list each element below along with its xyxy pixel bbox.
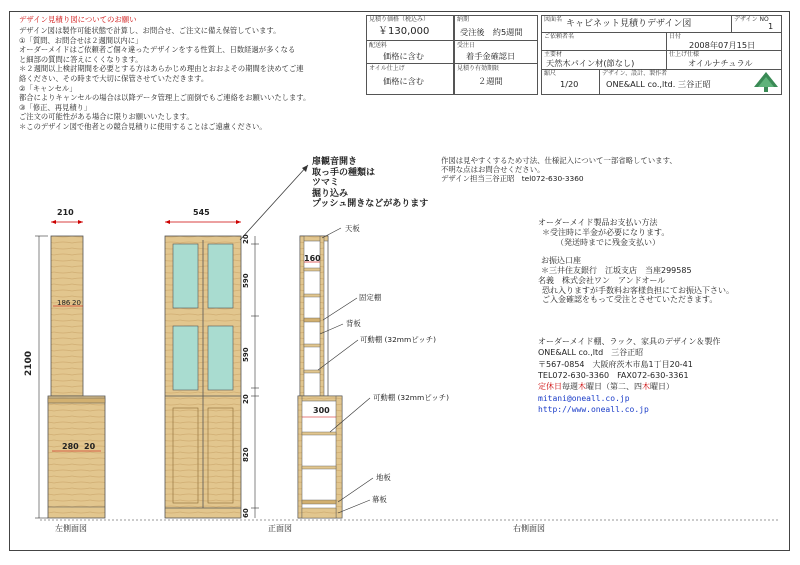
order-label: 受注日 <box>457 42 476 49</box>
bank-line: ご入金確認をもって受注とさせていただきます。 <box>542 295 718 304</box>
front-view <box>165 220 259 518</box>
dim-side-base2: 20 <box>84 442 96 451</box>
company-address: 〒567-0854 大阪府茨木市島1丁目20-41 <box>538 360 693 369</box>
lead-label: 納期 <box>457 16 470 23</box>
left-upper-panel <box>51 236 83 396</box>
dim-height: 2100 <box>24 350 34 376</box>
material-label: 主要材 <box>544 51 563 58</box>
maker-value: ONE&ALL co.,ltd. 三谷正昭 <box>606 79 711 89</box>
glass-panel <box>173 326 198 390</box>
bank-line: ＊三井住友銀行 江坂支店 当座299585 <box>541 266 692 275</box>
material-value: 天然木パイン材(節なし) <box>546 58 635 68</box>
part-adjustable-shelf-lower: 可動棚 (32mmピッチ) <box>373 393 449 402</box>
part-back-board: 背板 <box>346 319 361 328</box>
door-callout-line: 取っ手の種類は <box>312 167 376 178</box>
bank-title: お振込口座 <box>541 256 581 265</box>
company-holiday: 定休日毎週木曜日（第二、四木曜日） <box>538 382 674 391</box>
oil-value: 価格に含む <box>383 76 424 86</box>
dim-side-width: 210 <box>57 208 74 217</box>
dim-v6: 60 <box>242 508 250 518</box>
dim-v5: 820 <box>242 447 250 462</box>
finish-value: オイルナチュラル <box>688 58 753 68</box>
notes-line: オーダーメイドはご依頼者ご個々違ったデザインをする性質上、日数経過が多くなる <box>19 45 296 55</box>
price-value: ￥130,000 <box>378 26 430 37</box>
bank-line: 恐れ入りますが手数料お客様負担にてお振込下さい。 <box>542 286 734 295</box>
door-callout-line: 扉観音開き <box>312 157 358 167</box>
maker-label: デザイン、設計、製作者 <box>602 70 668 77</box>
drawing-note-line: デザイン担当三谷正昭 tel072-630-3360 <box>441 174 584 183</box>
dim-side-inner: 186 <box>57 299 71 307</box>
right-view-label: 右側面図 <box>513 524 545 533</box>
validity-value: ２週間 <box>478 76 503 86</box>
payment-line: ＊受注時に半金が必要になります。 <box>542 228 670 237</box>
dim-right-mid: 300 <box>313 406 330 415</box>
dim-v2: 590 <box>242 273 250 288</box>
glass-panel <box>208 326 233 390</box>
payment-title: オーダーメイド製品お支払い方法 <box>538 218 658 227</box>
door-callout-line: プッシュ開きなどがあります <box>312 199 429 209</box>
notes-line: ＊このデザイン図で他者との競合見積りに使用することはご遠慮ください。 <box>19 121 267 131</box>
door-callout-leader <box>240 165 308 240</box>
left-view-label: 左側面図 <box>55 524 87 533</box>
left-side-view <box>35 220 105 518</box>
oil-label: オイル仕上げ <box>369 65 405 72</box>
validity-label: 見積り有効期限 <box>457 65 500 72</box>
dim-front-width: 545 <box>193 208 210 217</box>
notes-line: と細部の質問に答えにくくなります。 <box>19 54 143 64</box>
dim-side-base: 280 <box>62 442 79 451</box>
delivery-fee-label: 配送料 <box>369 42 388 49</box>
dim-v1: 20 <box>242 234 250 244</box>
notes-line: ③「修正、再見積り」 <box>19 102 92 112</box>
part-adjustable-shelf-upper: 可動棚 (32mmピッチ) <box>360 335 436 344</box>
notes-line: ご注文の可能性がある場合に限りお願いいたします。 <box>19 112 194 122</box>
notes-line: ＊２週間以上検討期間を必要とする方はあらかじめ理由とおおよその期間を決めてご連 <box>19 64 304 74</box>
notes-line: 絡ください、その時まで大切に保管させていただきます。 <box>19 73 209 83</box>
finish-label: 仕上げ仕様 <box>669 51 700 58</box>
price-label: 見積り価格（税込み） <box>369 16 430 23</box>
design-no-value: 1 <box>768 21 774 31</box>
notes-line: 都合によりキャンセルの場合は以降データ管理上ご面倒でもご連絡をお願いいたします。 <box>19 93 311 103</box>
part-fixed-shelf: 固定棚 <box>359 293 382 302</box>
order-value: 着手金確認日 <box>466 51 516 61</box>
date-label: 日付 <box>669 33 682 40</box>
dim-side-back: 20 <box>72 299 81 307</box>
door-callout-line: 掘り込み <box>312 188 349 199</box>
dim-v3: 590 <box>242 347 250 362</box>
design-no-label: デザイン NO <box>734 16 769 23</box>
company-tagline: オーダーメイド棚、ラック、家具のデザイン＆製作 <box>538 337 721 346</box>
notes-line: ①「質問、お問合せは２週間以内に」 <box>19 35 143 45</box>
drawing-label: 図面名 <box>544 16 563 23</box>
company-email-link[interactable]: mitani@oneall.co.jp <box>538 394 630 403</box>
left-lower-panel <box>48 396 105 518</box>
right-side-view <box>240 165 373 518</box>
notes-line: デザイン図は製作可能状態で計算し、お問合せ、ご注文に備え保管しています。 <box>19 26 281 35</box>
drawing-value: キャビネット見積りデザイン図 <box>566 19 692 29</box>
glass-panel <box>208 244 233 308</box>
notes-title: デザイン見積り図についてのお願い <box>19 15 137 24</box>
lead-value: 受注後 約5週間 <box>460 27 523 37</box>
company-name: ONE&ALL co.,ltd 三谷正昭 <box>538 348 644 357</box>
delivery-fee-value: 価格に含む <box>383 51 424 61</box>
dim-right-top: 160 <box>304 254 321 263</box>
part-kick-plate: 幕板 <box>372 495 387 504</box>
scale-value: 1/20 <box>560 79 579 89</box>
part-top-board: 天板 <box>345 224 360 233</box>
scale-label: 縮尺 <box>544 70 557 77</box>
payment-line: （発送時までに残金支払い） <box>556 238 660 247</box>
date-value: 2008年07月15日 <box>689 40 756 50</box>
glass-panel <box>173 244 198 308</box>
drawing-note-line: 不明な点はお問合せください。 <box>441 165 545 174</box>
client-label: ご依頼者名 <box>544 33 575 40</box>
company-tel: TEL072-630-3360 FAX072-630-3361 <box>538 371 689 380</box>
drawing-note-line: 作図は見やすくするため寸法、仕様記入について一部省略しています、 <box>441 156 677 165</box>
notes-line: ②「キャンセル」 <box>19 83 77 93</box>
door-callout-line: ツマミ <box>312 178 340 188</box>
front-view-label: 正面図 <box>268 524 292 533</box>
company-url-link[interactable]: http://www.oneall.co.jp <box>538 405 649 414</box>
part-bottom-board: 地板 <box>376 473 391 482</box>
dim-v4: 20 <box>242 394 250 404</box>
bank-line: 名義 株式会社ワン アンドオール <box>538 276 666 285</box>
